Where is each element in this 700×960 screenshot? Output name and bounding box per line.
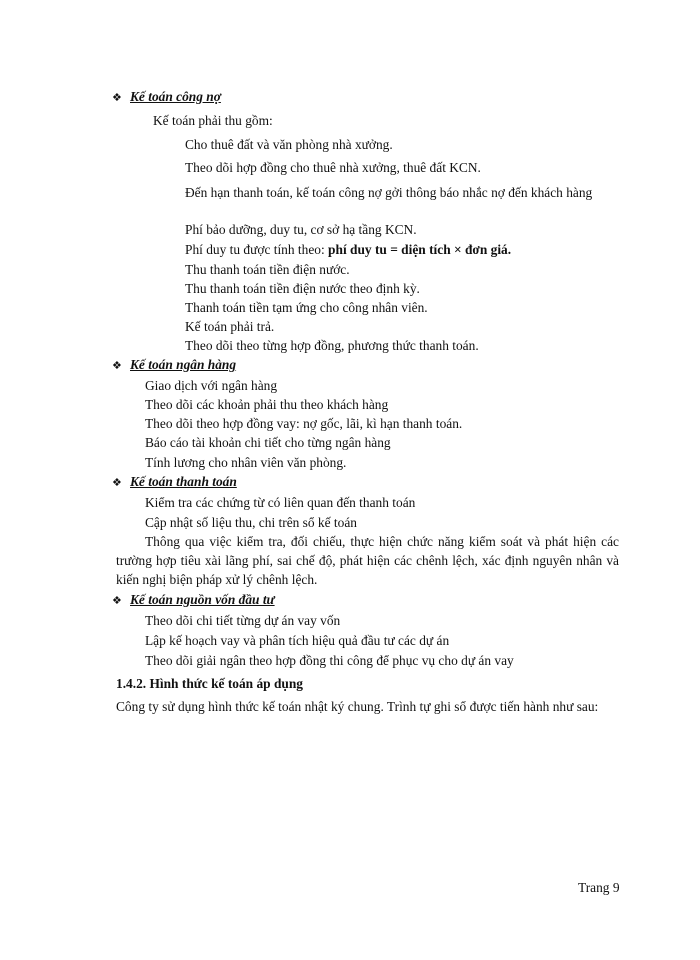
list-item: Tính lương cho nhân viên văn phòng. bbox=[145, 455, 347, 470]
cong-no-intro: Kế toán phải thu gồm: bbox=[153, 113, 273, 128]
formula-label: Phí duy tu được tính theo: bbox=[185, 242, 329, 257]
list-item: Theo dõi các khoản phải thu theo khách hàng bbox=[145, 397, 389, 412]
section-title-cong-no bbox=[112, 89, 221, 105]
list-item: Cập nhật số liệu thu, chi trên sổ kế toán bbox=[145, 515, 357, 530]
list-item: Theo dõi giải ngân theo hợp đồng thi công để phục vụ cho dự án vay bbox=[145, 653, 514, 668]
diamond-bullet-icon: ❖ bbox=[112, 594, 122, 607]
list-item: Thu thanh toán tiền điện nước theo định kỳ. bbox=[185, 281, 420, 296]
formula-value: phí duy tu = diện tích × đơn giá. bbox=[328, 242, 512, 257]
diamond-bullet-icon: ❖ bbox=[112, 476, 122, 489]
list-item: Đến hạn thanh toán, kế toán công nợ gởi thông báo nhắc nợ đến khách hàng bbox=[185, 185, 593, 200]
list-item-formula bbox=[185, 242, 511, 258]
section-heading-142: 1.4.2. Hình thức kế toán áp dụng bbox=[116, 676, 303, 691]
list-item: Thanh toán tiền tạm ứng cho công nhân viên. bbox=[185, 300, 428, 315]
closing-paragraph: Công ty sử dụng hình thức kế toán nhật ký chung. Trình tự ghi sổ được tiến hành như sau: bbox=[116, 699, 599, 714]
section-title-text: Kế toán công nợ bbox=[130, 89, 221, 104]
section-title-nguon-von bbox=[112, 592, 275, 608]
diamond-bullet-icon: ❖ bbox=[112, 359, 122, 372]
thanh-toan-paragraph: Thông qua việc kiểm tra, đối chiếu, thực hiện chức năng kiểm soát và phát hiện các trường hợp tiêu xài lãng phí, sai chế độ, phát hiện các chênh lệch, xác định nguyên nhân và kiến nghị biện pháp xử lý chênh lệch. bbox=[116, 534, 619, 587]
list-item: Lập kế hoạch vay và phân tích hiệu quả đầu tư các dự án bbox=[145, 633, 450, 648]
page-number: Trang 9 bbox=[578, 880, 620, 895]
list-item: Theo dõi theo hợp đồng vay: nợ gốc, lãi, kì hạn thanh toán. bbox=[145, 416, 463, 431]
list-item: Phí bảo dưỡng, duy tu, cơ sở hạ tầng KCN. bbox=[185, 222, 417, 237]
section-title-text: Kế toán nguồn vốn đầu tư bbox=[130, 592, 275, 607]
section-title-text: Kế toán thanh toán bbox=[130, 474, 237, 489]
diamond-bullet-icon: ❖ bbox=[112, 91, 122, 104]
list-item: Kiểm tra các chứng từ có liên quan đến thanh toán bbox=[145, 495, 416, 510]
list-item: Giao dịch với ngân hàng bbox=[145, 378, 278, 393]
list-item: Báo cáo tài khoản chi tiết cho từng ngân hàng bbox=[145, 435, 391, 450]
list-item: Theo dõi hợp đồng cho thuê nhà xưởng, thuê đất KCN. bbox=[185, 160, 481, 175]
list-item: Kế toán phải trả. bbox=[185, 319, 275, 334]
section-title-text: Kế toán ngân hàng bbox=[130, 357, 237, 372]
list-item: Theo dõi theo từng hợp đồng, phương thức thanh toán. bbox=[185, 338, 479, 353]
section-title-thanh-toan bbox=[112, 474, 237, 490]
list-item: Theo dõi chi tiết từng dự án vay vốn bbox=[145, 613, 341, 628]
list-item: Cho thuê đất và văn phòng nhà xưởng. bbox=[185, 137, 393, 152]
section-title-ngan-hang bbox=[112, 357, 236, 373]
list-item: Thu thanh toán tiền điện nước. bbox=[185, 262, 350, 277]
